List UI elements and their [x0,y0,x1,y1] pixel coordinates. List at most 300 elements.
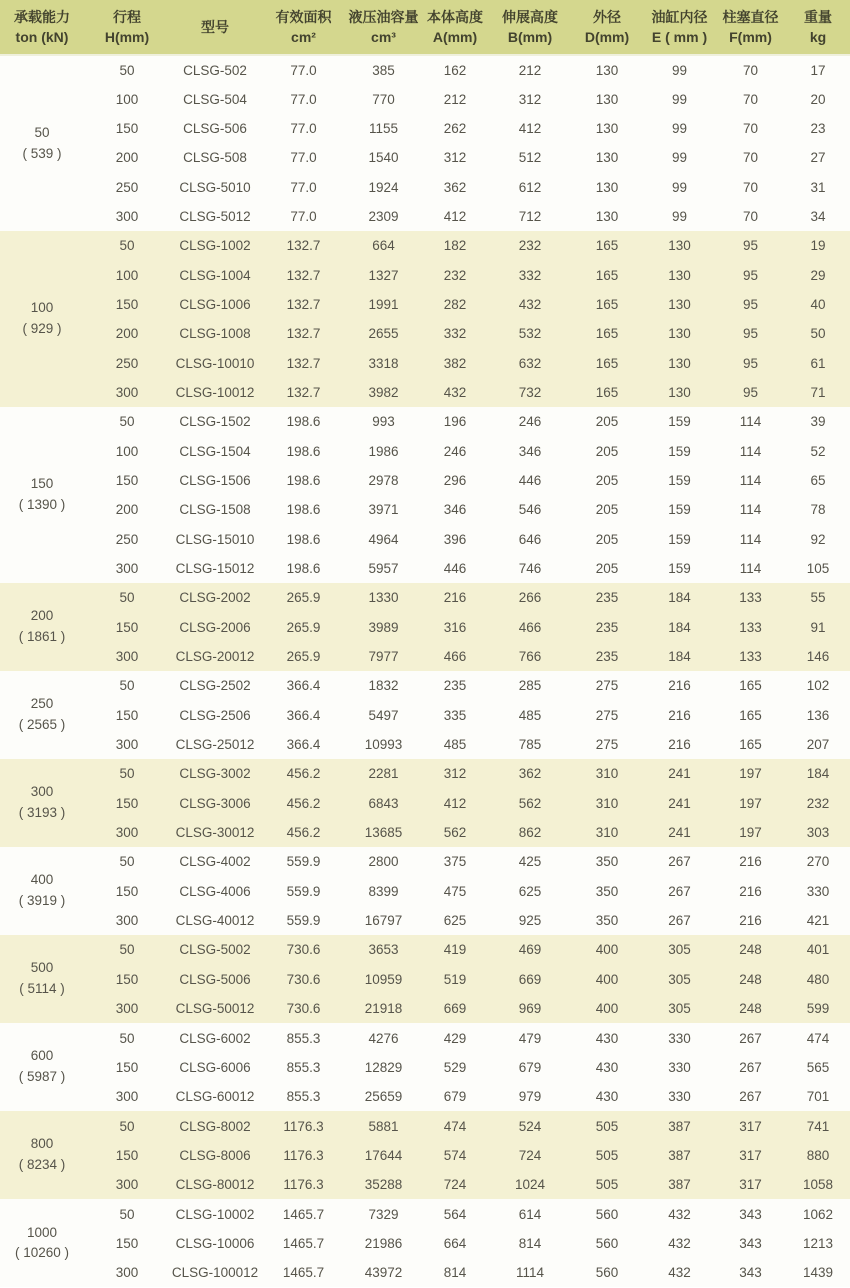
capacity-kn: ( 1390 ) [18,497,66,513]
capacity-cell [0,1199,84,1287]
cell-diameter-d: 235 [595,590,619,606]
cell-weight: 474 [806,1030,830,1046]
cell-weight: 599 [806,1001,830,1017]
cell-oil-capacity: 2655 [368,326,399,342]
cell-diameter-d: 235 [595,619,619,635]
cell-area: 77.0 [290,91,317,107]
cell-height-a: 419 [443,942,467,958]
cell-plunger-f: 95 [742,267,759,283]
cell-bore-e: 241 [668,795,691,811]
col-header-plunger-diameter [715,0,786,55]
col-header-stroke [84,0,170,55]
cell-area: 265.9 [286,649,321,665]
col-header-oil-capacity-line2: cm³ [371,29,396,45]
cell-plunger-f: 165 [739,678,762,694]
cell-stroke: 150 [115,883,139,899]
capacity-cell [0,847,84,935]
cell-height-b: 969 [518,1001,542,1017]
cell-oil-capacity: 7329 [368,1206,399,1222]
cell-bore-e: 184 [668,590,691,606]
cell-weight: 65 [810,472,826,488]
cell-height-b: 362 [518,766,542,782]
cell-model: CLSG-1506 [179,472,251,488]
cell-weight: 61 [810,355,826,371]
spec-row [0,613,850,642]
cell-bore-e: 432 [668,1235,691,1251]
cell-model: CLSG-508 [183,150,247,166]
cell-height-b: 669 [518,971,542,987]
cell-height-b: 625 [518,883,542,899]
cell-bore-e: 130 [668,238,691,254]
cell-area: 132.7 [286,238,321,254]
cell-model: CLSG-80012 [175,1177,255,1193]
col-header-weight-line2: kg [809,29,827,45]
cell-height-a: 382 [443,355,467,371]
col-header-cylinder-bore [644,0,715,55]
cell-stroke: 300 [115,208,139,224]
col-header-weight [786,0,850,55]
cell-height-a: 679 [443,1089,467,1105]
col-header-extended-height [490,0,570,55]
cell-bore-e: 99 [671,208,688,224]
cell-plunger-f: 197 [739,795,762,811]
capacity-ton: 1000 [26,1224,58,1240]
cell-bore-e: 99 [671,120,688,136]
cell-plunger-f: 114 [739,561,762,577]
cell-height-b: 614 [518,1206,542,1222]
cell-height-b: 412 [518,120,542,136]
cell-height-a: 246 [443,443,467,459]
cell-diameter-d: 310 [595,795,619,811]
cell-diameter-d: 505 [595,1118,619,1134]
spec-row [0,701,850,730]
cell-stroke: 300 [115,384,139,400]
cell-diameter-d: 165 [595,238,619,254]
cell-weight: 1439 [802,1265,834,1281]
cell-oil-capacity: 664 [372,238,395,254]
cell-oil-capacity: 25659 [364,1089,403,1105]
cell-oil-capacity: 21986 [364,1235,403,1251]
cell-height-a: 316 [443,619,467,635]
cell-bore-e: 216 [668,707,691,723]
cell-bore-e: 330 [668,1059,691,1075]
cell-area: 77.0 [290,62,317,78]
cell-plunger-f: 70 [742,179,759,195]
cell-height-b: 562 [518,795,542,811]
cell-bore-e: 330 [668,1030,691,1046]
cell-model: CLSG-8006 [179,1147,251,1163]
cell-bore-e: 267 [668,883,691,899]
cell-height-b: 632 [518,355,542,371]
cell-height-a: 814 [443,1265,467,1281]
cell-diameter-d: 205 [595,561,619,577]
col-header-body-height-line1: 本体高度 [427,8,483,25]
cell-height-a: 212 [443,91,467,107]
cell-diameter-d: 235 [595,649,619,665]
cell-weight: 27 [810,150,826,166]
cell-bore-e: 216 [668,737,691,753]
cell-height-a: 396 [443,531,467,547]
spec-row [0,730,850,759]
cell-area: 198.6 [286,414,321,430]
cell-height-b: 266 [518,590,542,606]
cell-area: 77.0 [290,179,317,195]
capacity-kn: ( 539 ) [22,145,62,161]
cell-area: 855.3 [286,1059,321,1075]
cell-area: 132.7 [286,355,321,371]
cell-area: 855.3 [286,1089,321,1105]
cell-weight: 741 [806,1118,830,1134]
cell-bore-e: 159 [668,561,691,577]
cell-plunger-f: 165 [739,707,762,723]
cell-oil-capacity: 12829 [364,1059,403,1075]
cell-height-b: 612 [518,179,542,195]
cell-height-b: 814 [518,1235,542,1251]
cell-plunger-f: 70 [742,150,759,166]
cell-height-a: 296 [443,472,467,488]
cell-diameter-d: 275 [595,678,619,694]
cell-plunger-f: 317 [739,1177,762,1193]
cell-area: 1465.7 [282,1265,325,1281]
cell-oil-capacity: 1540 [368,150,399,166]
cell-stroke: 50 [119,1118,135,1134]
cell-stroke: 150 [115,472,139,488]
cell-stroke: 250 [115,179,139,195]
cell-bore-e: 387 [668,1177,691,1193]
cell-height-b: 732 [518,384,542,400]
cell-diameter-d: 560 [595,1265,619,1281]
cell-plunger-f: 70 [742,208,759,224]
cell-oil-capacity: 4964 [368,531,399,547]
cell-diameter-d: 130 [595,120,619,136]
spec-row [0,994,850,1023]
cell-area: 1176.3 [283,1147,324,1163]
col-header-body-height-line2: A(mm) [432,29,478,45]
cell-height-a: 375 [443,854,467,870]
cell-stroke: 300 [115,1089,139,1105]
cell-stroke: 300 [115,561,139,577]
cell-area: 77.0 [290,150,317,166]
capacity-cell [0,1023,84,1111]
cell-height-a: 162 [443,62,467,78]
cell-weight: 39 [810,414,826,430]
cell-model: CLSG-25012 [175,737,255,753]
spec-row [0,1053,850,1082]
cell-area: 730.6 [286,942,321,958]
capacity-kn: ( 5114 ) [19,981,65,997]
cell-height-b: 1114 [515,1265,545,1281]
cell-height-a: 232 [443,267,467,283]
capacity-kn: ( 3919 ) [18,893,66,909]
col-header-outer-diameter-line1: 外径 [593,8,621,25]
spec-row [0,466,850,495]
cell-height-a: 669 [443,1001,467,1017]
cell-area: 132.7 [286,326,321,342]
cell-plunger-f: 343 [739,1235,762,1251]
cell-area: 265.9 [286,619,321,635]
cell-stroke: 300 [115,737,139,753]
cell-model: CLSG-10006 [175,1235,255,1251]
spec-row [0,202,850,231]
cell-weight: 207 [806,737,830,753]
col-header-area-line2: cm² [291,29,316,45]
spec-row [0,1258,850,1287]
cell-model: CLSG-1008 [179,326,251,342]
cell-height-a: 235 [443,678,467,694]
cell-height-b: 485 [518,707,542,723]
cell-area: 1176.3 [283,1118,324,1134]
cell-weight: 23 [810,120,826,136]
spec-row [0,965,850,994]
cell-height-b: 925 [518,913,542,929]
cell-oil-capacity: 5881 [368,1118,399,1134]
cell-bore-e: 432 [668,1206,691,1222]
col-header-capacity [0,0,84,55]
cell-height-a: 474 [443,1118,467,1134]
cell-bore-e: 99 [671,91,688,107]
cell-plunger-f: 216 [739,854,762,870]
cell-model: CLSG-1502 [179,414,251,430]
cell-weight: 701 [806,1089,830,1105]
cell-oil-capacity: 3318 [368,355,399,371]
cell-height-b: 979 [518,1089,542,1105]
cell-stroke: 150 [115,971,139,987]
cell-height-a: 312 [443,150,467,166]
capacity-cell [0,407,84,583]
capacity-cell [0,935,84,1023]
col-header-plunger-diameter-line1: 柱塞直径 [722,8,779,25]
cell-oil-capacity: 2281 [368,766,399,782]
cell-diameter-d: 205 [595,472,619,488]
cell-height-b: 332 [518,267,542,283]
cell-plunger-f: 70 [742,91,759,107]
cell-weight: 184 [806,766,830,782]
cell-diameter-d: 165 [595,326,619,342]
cell-diameter-d: 165 [595,267,619,283]
capacity-cell [0,55,84,231]
cell-bore-e: 267 [668,854,691,870]
capacity-cell [0,759,84,847]
cell-oil-capacity: 1327 [368,267,399,283]
cell-stroke: 50 [119,678,135,694]
cell-area: 132.7 [286,296,321,312]
cell-model: CLSG-2502 [179,678,251,694]
cell-stroke: 150 [115,1059,139,1075]
cell-height-b: 432 [518,296,542,312]
spec-row [0,407,850,436]
cell-oil-capacity: 2978 [368,472,399,488]
spec-row [0,172,850,201]
cell-plunger-f: 267 [739,1059,762,1075]
spec-row [0,1023,850,1052]
cell-bore-e: 184 [668,649,691,665]
cell-diameter-d: 165 [595,384,619,400]
cell-height-b: 285 [518,678,542,694]
cell-diameter-d: 165 [595,296,619,312]
cell-plunger-f: 95 [742,355,759,371]
spec-row [0,143,850,172]
cell-height-a: 362 [443,179,467,195]
cell-weight: 40 [810,296,826,312]
cell-oil-capacity: 1832 [368,678,399,694]
capacity-ton: 150 [30,476,54,492]
cell-bore-e: 305 [668,942,691,958]
cell-stroke: 50 [119,590,135,606]
cell-weight: 19 [810,238,826,254]
cell-diameter-d: 205 [595,502,619,518]
col-header-capacity-line2: ton (kN) [15,29,69,45]
cell-stroke: 300 [115,825,139,841]
cell-height-b: 1024 [514,1177,546,1193]
cell-height-b: 246 [518,414,542,430]
col-header-oil-capacity-line1: 液压油容量 [348,8,419,25]
cell-weight: 71 [810,384,826,400]
cell-area: 198.6 [286,443,321,459]
cell-weight: 421 [806,913,830,929]
cell-bore-e: 305 [668,1001,691,1017]
cell-height-b: 446 [518,472,542,488]
cell-diameter-d: 310 [595,766,619,782]
cell-diameter-d: 400 [595,1001,619,1017]
cell-oil-capacity: 43972 [364,1265,403,1281]
cell-bore-e: 99 [671,150,688,166]
cell-stroke: 250 [115,355,139,371]
cell-height-b: 766 [518,649,542,665]
capacity-kn: ( 3193 ) [18,805,66,821]
capacity-ton: 50 [34,124,50,140]
cell-height-a: 446 [443,561,467,577]
cell-stroke: 300 [115,1265,139,1281]
header-row [0,0,850,55]
cell-bore-e: 130 [668,296,691,312]
col-header-oil-capacity [347,0,420,55]
cell-height-b: 212 [518,62,542,78]
cell-plunger-f: 114 [739,443,762,459]
cell-plunger-f: 343 [739,1265,762,1281]
spec-row [0,525,850,554]
spec-row [0,1141,850,1170]
spec-row [0,583,850,612]
cell-oil-capacity: 1986 [368,443,399,459]
cell-stroke: 300 [115,913,139,929]
cell-oil-capacity: 35288 [364,1177,403,1193]
cell-plunger-f: 70 [742,62,759,78]
cell-area: 77.0 [290,120,317,136]
cell-stroke: 50 [119,942,135,958]
table-header [0,0,850,55]
col-header-extended-height-line1: 伸展高度 [502,8,558,25]
cell-plunger-f: 248 [739,1001,762,1017]
cell-plunger-f: 114 [739,531,762,547]
cell-model: CLSG-20012 [175,649,255,665]
cell-diameter-d: 350 [595,913,619,929]
cell-plunger-f: 70 [742,120,759,136]
cell-height-a: 519 [443,971,467,987]
cell-height-a: 562 [443,825,467,841]
cell-height-b: 346 [518,443,542,459]
cell-bore-e: 267 [668,913,691,929]
cell-oil-capacity: 13685 [364,825,403,841]
capacity-cell [0,671,84,759]
capacity-kn: ( 8234 ) [18,1157,66,1173]
cell-height-a: 432 [443,384,467,400]
cell-oil-capacity: 5497 [368,707,399,723]
spec-row [0,759,850,788]
cell-area: 198.6 [286,472,321,488]
cell-bore-e: 130 [668,384,691,400]
cell-bore-e: 387 [668,1118,691,1134]
cell-weight: 480 [806,971,830,987]
cell-model: CLSG-10002 [175,1206,255,1222]
cell-weight: 52 [810,443,826,459]
cell-model: CLSG-1002 [179,238,251,254]
cell-weight: 92 [810,531,826,547]
cell-oil-capacity: 1330 [368,590,399,606]
capacity-cell [0,1111,84,1199]
cell-height-a: 335 [443,707,467,723]
cell-plunger-f: 267 [739,1030,762,1046]
cell-weight: 1062 [802,1206,834,1222]
cell-plunger-f: 197 [739,766,762,782]
cell-bore-e: 130 [668,267,691,283]
spec-row [0,348,850,377]
cell-stroke: 50 [119,1030,135,1046]
cell-plunger-f: 165 [739,737,762,753]
cell-bore-e: 432 [668,1265,691,1281]
cell-area: 559.9 [286,883,321,899]
cell-plunger-f: 95 [742,238,759,254]
cell-diameter-d: 130 [595,62,619,78]
cell-model: CLSG-10010 [175,355,255,371]
cell-diameter-d: 505 [595,1177,619,1193]
cell-bore-e: 159 [668,443,691,459]
spec-row [0,671,850,700]
cell-height-a: 332 [443,326,467,342]
cell-oil-capacity: 1924 [368,179,399,195]
cell-stroke: 100 [115,91,139,107]
spec-row [0,84,850,113]
cell-oil-capacity: 16797 [364,913,403,929]
capacity-cell [0,231,84,407]
cell-model: CLSG-2002 [179,590,251,606]
cell-oil-capacity: 385 [372,62,395,78]
cell-diameter-d: 130 [595,91,619,107]
cell-oil-capacity: 17644 [364,1147,403,1163]
cell-height-a: 412 [443,208,467,224]
cell-stroke: 300 [115,1177,139,1193]
cell-model: CLSG-50012 [175,1001,255,1017]
cell-bore-e: 130 [668,355,691,371]
cell-area: 198.6 [286,561,321,577]
spec-row [0,789,850,818]
cell-area: 132.7 [286,267,321,283]
spec-row [0,114,850,143]
cell-weight: 232 [806,795,830,811]
cell-stroke: 200 [115,502,139,518]
capacity-ton: 800 [30,1136,54,1152]
cell-model: CLSG-5002 [179,942,251,958]
cell-model: CLSG-2506 [179,707,251,723]
cell-model: CLSG-4006 [179,883,251,899]
cell-plunger-f: 317 [739,1147,762,1163]
spec-row [0,231,850,260]
cell-oil-capacity: 10959 [364,971,403,987]
cell-oil-capacity: 2800 [368,854,399,870]
cell-area: 366.4 [286,707,321,723]
cell-area: 855.3 [286,1030,321,1046]
cell-model: CLSG-5006 [179,971,251,987]
cell-height-b: 646 [518,531,542,547]
